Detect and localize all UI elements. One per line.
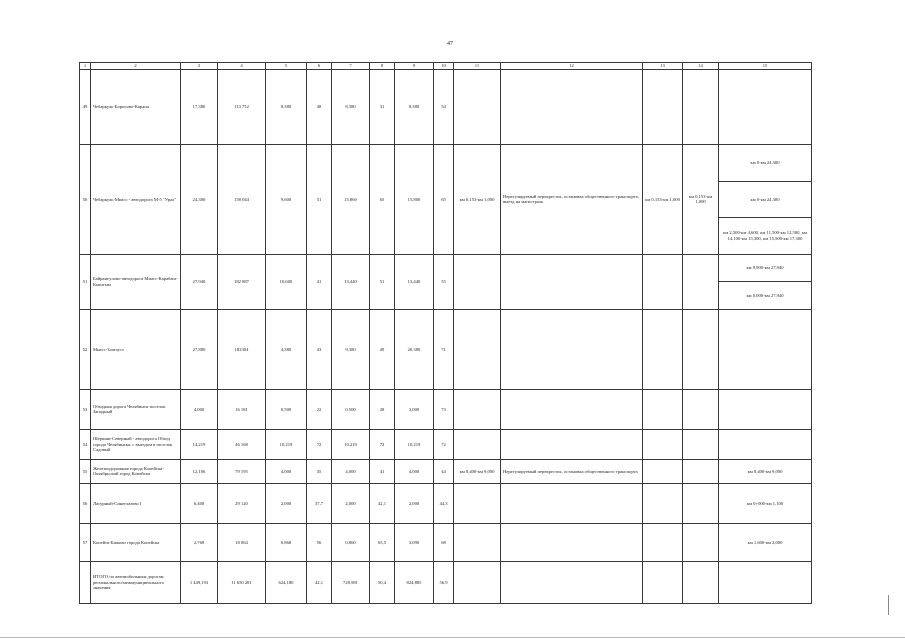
header-cell: 13 xyxy=(643,63,683,70)
footer-rule xyxy=(0,637,905,638)
section-cell: км 0-км 24,300 xyxy=(719,145,812,182)
row-number-cell xyxy=(80,561,91,603)
data-cell xyxy=(501,309,643,389)
header-cell: 14 xyxy=(683,63,719,70)
data-cell: 8,380 xyxy=(332,70,370,145)
section-cell: км 0+000-км 1,100 xyxy=(719,483,812,523)
header-cell: 4 xyxy=(218,63,266,70)
data-cell: 15,860 xyxy=(332,145,370,255)
data-cell: Нерегулируемый перекресток, остановка общественного транспорта, выезд на магистраль xyxy=(501,145,643,255)
header-cell: 2 xyxy=(91,63,181,70)
data-cell: 27,880 xyxy=(181,309,218,389)
road-traffic-table xyxy=(79,62,812,604)
data-cell: 41 xyxy=(370,459,395,483)
section-cell: км 2,500-км 4,600, км 11,500-км 12,500, км 14,100-км 15,300, км 15,500-км 17,300 xyxy=(719,218,812,255)
row-number-cell: 55 xyxy=(80,459,91,483)
data-cell xyxy=(683,429,719,459)
table-row xyxy=(80,561,812,603)
data-cell xyxy=(643,459,683,483)
road-name-cell: Чебаркуль-Борисово-Карасы xyxy=(91,70,181,145)
data-cell: км 0,153-км 1,000 xyxy=(643,145,683,255)
data-cell: 48 xyxy=(307,70,332,145)
table-row xyxy=(80,389,812,429)
table-row xyxy=(80,70,812,145)
data-cell: 4,000 xyxy=(266,459,307,483)
data-cell: 37,7 xyxy=(307,483,332,523)
data-cell xyxy=(454,523,501,561)
data-cell: 49 xyxy=(370,309,395,389)
table-row xyxy=(80,309,812,389)
data-cell: 10,600 xyxy=(266,254,307,309)
data-cell: 0,860 xyxy=(332,523,370,561)
data-cell: 8,380 xyxy=(266,70,307,145)
data-cell: 15,800 xyxy=(395,145,434,255)
section-cell: км 1,600-км 2,000 xyxy=(719,523,812,561)
data-cell: 2,000 xyxy=(395,483,434,523)
header-cell: 9 xyxy=(395,63,434,70)
data-cell: 42,1 xyxy=(370,483,395,523)
data-cell xyxy=(643,70,683,145)
data-cell: 17,380 xyxy=(181,70,218,145)
data-cell: 65 xyxy=(370,145,395,255)
data-cell: 72 xyxy=(307,429,332,459)
data-cell xyxy=(454,483,501,523)
data-cell: 14,219 xyxy=(181,429,218,459)
data-cell: 2,768 xyxy=(181,523,218,561)
data-cell xyxy=(643,429,683,459)
data-cell xyxy=(683,459,719,483)
data-cell xyxy=(454,429,501,459)
section-cell: км 0,000-км 27,940 xyxy=(719,282,812,310)
data-cell: 41 xyxy=(307,254,332,309)
data-cell xyxy=(683,483,719,523)
section-cell xyxy=(719,309,812,389)
header-cell: 5 xyxy=(266,63,307,70)
data-cell xyxy=(643,483,683,523)
data-cell: 73 xyxy=(434,389,454,429)
header-cell: 3 xyxy=(181,63,218,70)
road-name-cell: Копейск-Бижово города Копейска xyxy=(91,523,181,561)
row-number-cell: 57 xyxy=(80,523,91,561)
section-cell: км 8,400-км 9,000 xyxy=(719,459,812,483)
data-cell xyxy=(643,561,683,603)
data-cell xyxy=(683,70,719,145)
data-cell: 20,380 xyxy=(395,309,434,389)
data-cell xyxy=(501,561,643,603)
data-cell: 1 449,193 xyxy=(181,561,218,603)
road-name-cell: ИТОГО по автомобильным дорогам регионального/межмуниципального значения xyxy=(91,561,181,603)
data-cell: 65,5 xyxy=(370,523,395,561)
header-cell: 15 xyxy=(719,63,812,70)
data-cell: 3,090 xyxy=(395,523,434,561)
data-cell: 10,219 xyxy=(266,429,307,459)
row-number-cell: 53 xyxy=(80,389,91,429)
table-row xyxy=(80,459,812,483)
data-cell: 16 181 xyxy=(218,389,266,429)
row-number-cell: 51 xyxy=(80,254,91,309)
data-cell: 51 xyxy=(307,145,332,255)
data-cell xyxy=(683,389,719,429)
data-cell: км 0,153-км 1,000 xyxy=(683,145,719,255)
header-cell: 6 xyxy=(307,63,332,70)
data-cell: Нерегулируемый перекресток, остановка общественного транспорта xyxy=(501,459,643,483)
data-cell: 42,1 xyxy=(307,561,332,603)
road-name-cell: Шершни-Северный - автодорога Обход города Челябинска, с выездом в поселок Садовый xyxy=(91,429,181,459)
row-number-cell: 50 xyxy=(80,145,91,255)
data-cell xyxy=(501,389,643,429)
section-cell xyxy=(719,429,812,459)
data-cell xyxy=(454,389,501,429)
header-cell: 8 xyxy=(370,63,395,70)
page-number: 47 xyxy=(447,41,453,47)
data-cell: 4,000 xyxy=(332,459,370,483)
section-cell: км 0-км 24,300 xyxy=(719,181,812,218)
data-cell: 79 195 xyxy=(218,459,266,483)
table-row xyxy=(80,145,812,182)
row-number-cell: 49 xyxy=(80,70,91,145)
data-cell: 50,4 xyxy=(370,561,395,603)
data-cell: 13,440 xyxy=(332,254,370,309)
data-cell: 6,400 xyxy=(181,483,218,523)
data-cell: 18 064 xyxy=(218,523,266,561)
data-cell: 65 xyxy=(434,145,454,255)
data-cell: км 8,400-км 9,000 xyxy=(454,459,501,483)
header-cell: 12 xyxy=(501,63,643,70)
data-cell: 46 168 xyxy=(218,429,266,459)
data-cell xyxy=(683,561,719,603)
data-cell xyxy=(501,483,643,523)
header-cell: 1 xyxy=(80,63,91,70)
data-cell: 824,885 xyxy=(395,561,434,603)
data-cell: 9,380 xyxy=(332,309,370,389)
data-cell: 2,000 xyxy=(266,483,307,523)
data-cell: 0,500 xyxy=(332,389,370,429)
data-cell xyxy=(501,523,643,561)
section-cell: км 9,900-км 27,940 xyxy=(719,254,812,282)
data-cell: 71 xyxy=(434,309,454,389)
data-cell: 4,000 xyxy=(181,389,218,429)
road-name-cell: Ласурный-Синеглазово I xyxy=(91,483,181,523)
data-cell: 31 xyxy=(370,70,395,145)
data-cell xyxy=(643,309,683,389)
data-cell: 0,868 xyxy=(266,523,307,561)
data-cell: 182 887 xyxy=(218,254,266,309)
row-number-cell: 54 xyxy=(80,429,91,459)
data-cell xyxy=(683,254,719,309)
data-cell: 54 xyxy=(434,70,454,145)
data-cell xyxy=(683,309,719,389)
data-cell: 12,106 xyxy=(181,459,218,483)
data-cell xyxy=(683,523,719,561)
section-cell xyxy=(719,389,812,429)
data-cell: 24,300 xyxy=(181,145,218,255)
data-cell xyxy=(643,389,683,429)
data-cell: 44,3 xyxy=(434,483,454,523)
data-cell: 4,380 xyxy=(266,309,307,389)
data-cell: 3,000 xyxy=(395,389,434,429)
data-cell xyxy=(454,254,501,309)
data-cell: 27,940 xyxy=(181,254,218,309)
data-cell: 10,219 xyxy=(395,429,434,459)
road-name-cell: Чебаркуль-Миасс - автодорога М-5 "Урал" xyxy=(91,145,181,255)
data-cell: 72 xyxy=(434,429,454,459)
header-cell: 11 xyxy=(454,63,501,70)
section-cell xyxy=(719,70,812,145)
data-cell: 2,000 xyxy=(332,483,370,523)
header-row xyxy=(80,63,812,70)
header-cell: 7 xyxy=(332,63,370,70)
table-row xyxy=(80,523,812,561)
data-cell: 11 650 281 xyxy=(218,561,266,603)
data-cell xyxy=(643,254,683,309)
data-cell: км 0,153-км 1,000 xyxy=(454,145,501,255)
table-row xyxy=(80,254,812,282)
data-cell xyxy=(501,254,643,309)
data-cell: 72 xyxy=(370,429,395,459)
data-cell: 4,000 xyxy=(395,459,434,483)
row-number-cell: 56 xyxy=(80,483,91,523)
data-cell: 29 120 xyxy=(218,483,266,523)
data-cell xyxy=(501,429,643,459)
data-cell: 22 xyxy=(307,389,332,429)
data-cell: 13,440 xyxy=(395,254,434,309)
data-cell: 113 752 xyxy=(218,70,266,145)
road-name-cell: Миасс-Златоуст xyxy=(91,309,181,389)
table-row xyxy=(80,429,812,459)
data-cell: 68 xyxy=(434,523,454,561)
data-cell xyxy=(454,70,501,145)
data-cell: 624,180 xyxy=(266,561,307,603)
data-cell xyxy=(643,523,683,561)
data-cell: 56,9 xyxy=(434,561,454,603)
section-cell xyxy=(719,561,812,603)
data-cell: 43 xyxy=(307,309,332,389)
road-name-cell: Железнодорожная города Копейска-Октябрьский город Копейска xyxy=(91,459,181,483)
row-number-cell: 52 xyxy=(80,309,91,389)
data-cell xyxy=(454,309,501,389)
edge-mark xyxy=(888,595,889,615)
data-cell: 55 xyxy=(434,254,454,309)
data-cell: 51 xyxy=(370,254,395,309)
data-cell xyxy=(501,70,643,145)
data-cell: 35 xyxy=(307,459,332,483)
data-cell: 56 xyxy=(307,523,332,561)
data-cell: 728,981 xyxy=(332,561,370,603)
data-cell: 158 044 xyxy=(218,145,266,255)
header-cell: 10 xyxy=(434,63,454,70)
data-cell: 8,380 xyxy=(395,70,434,145)
data-cell xyxy=(454,561,501,603)
data-cell: 182304 xyxy=(218,309,266,389)
road-name-cell: Байрамгулово-автодорога Миасс-Карабаш-Кыштым xyxy=(91,254,181,309)
data-cell: 28 xyxy=(370,389,395,429)
data-cell: 44 xyxy=(434,459,454,483)
road-name-cell: Обходная дорога Челябинск-поселок Западный xyxy=(91,389,181,429)
data-cell: 0,500 xyxy=(266,389,307,429)
table-row xyxy=(80,483,812,523)
data-cell: 10,219 xyxy=(332,429,370,459)
data-cell: 9,600 xyxy=(266,145,307,255)
